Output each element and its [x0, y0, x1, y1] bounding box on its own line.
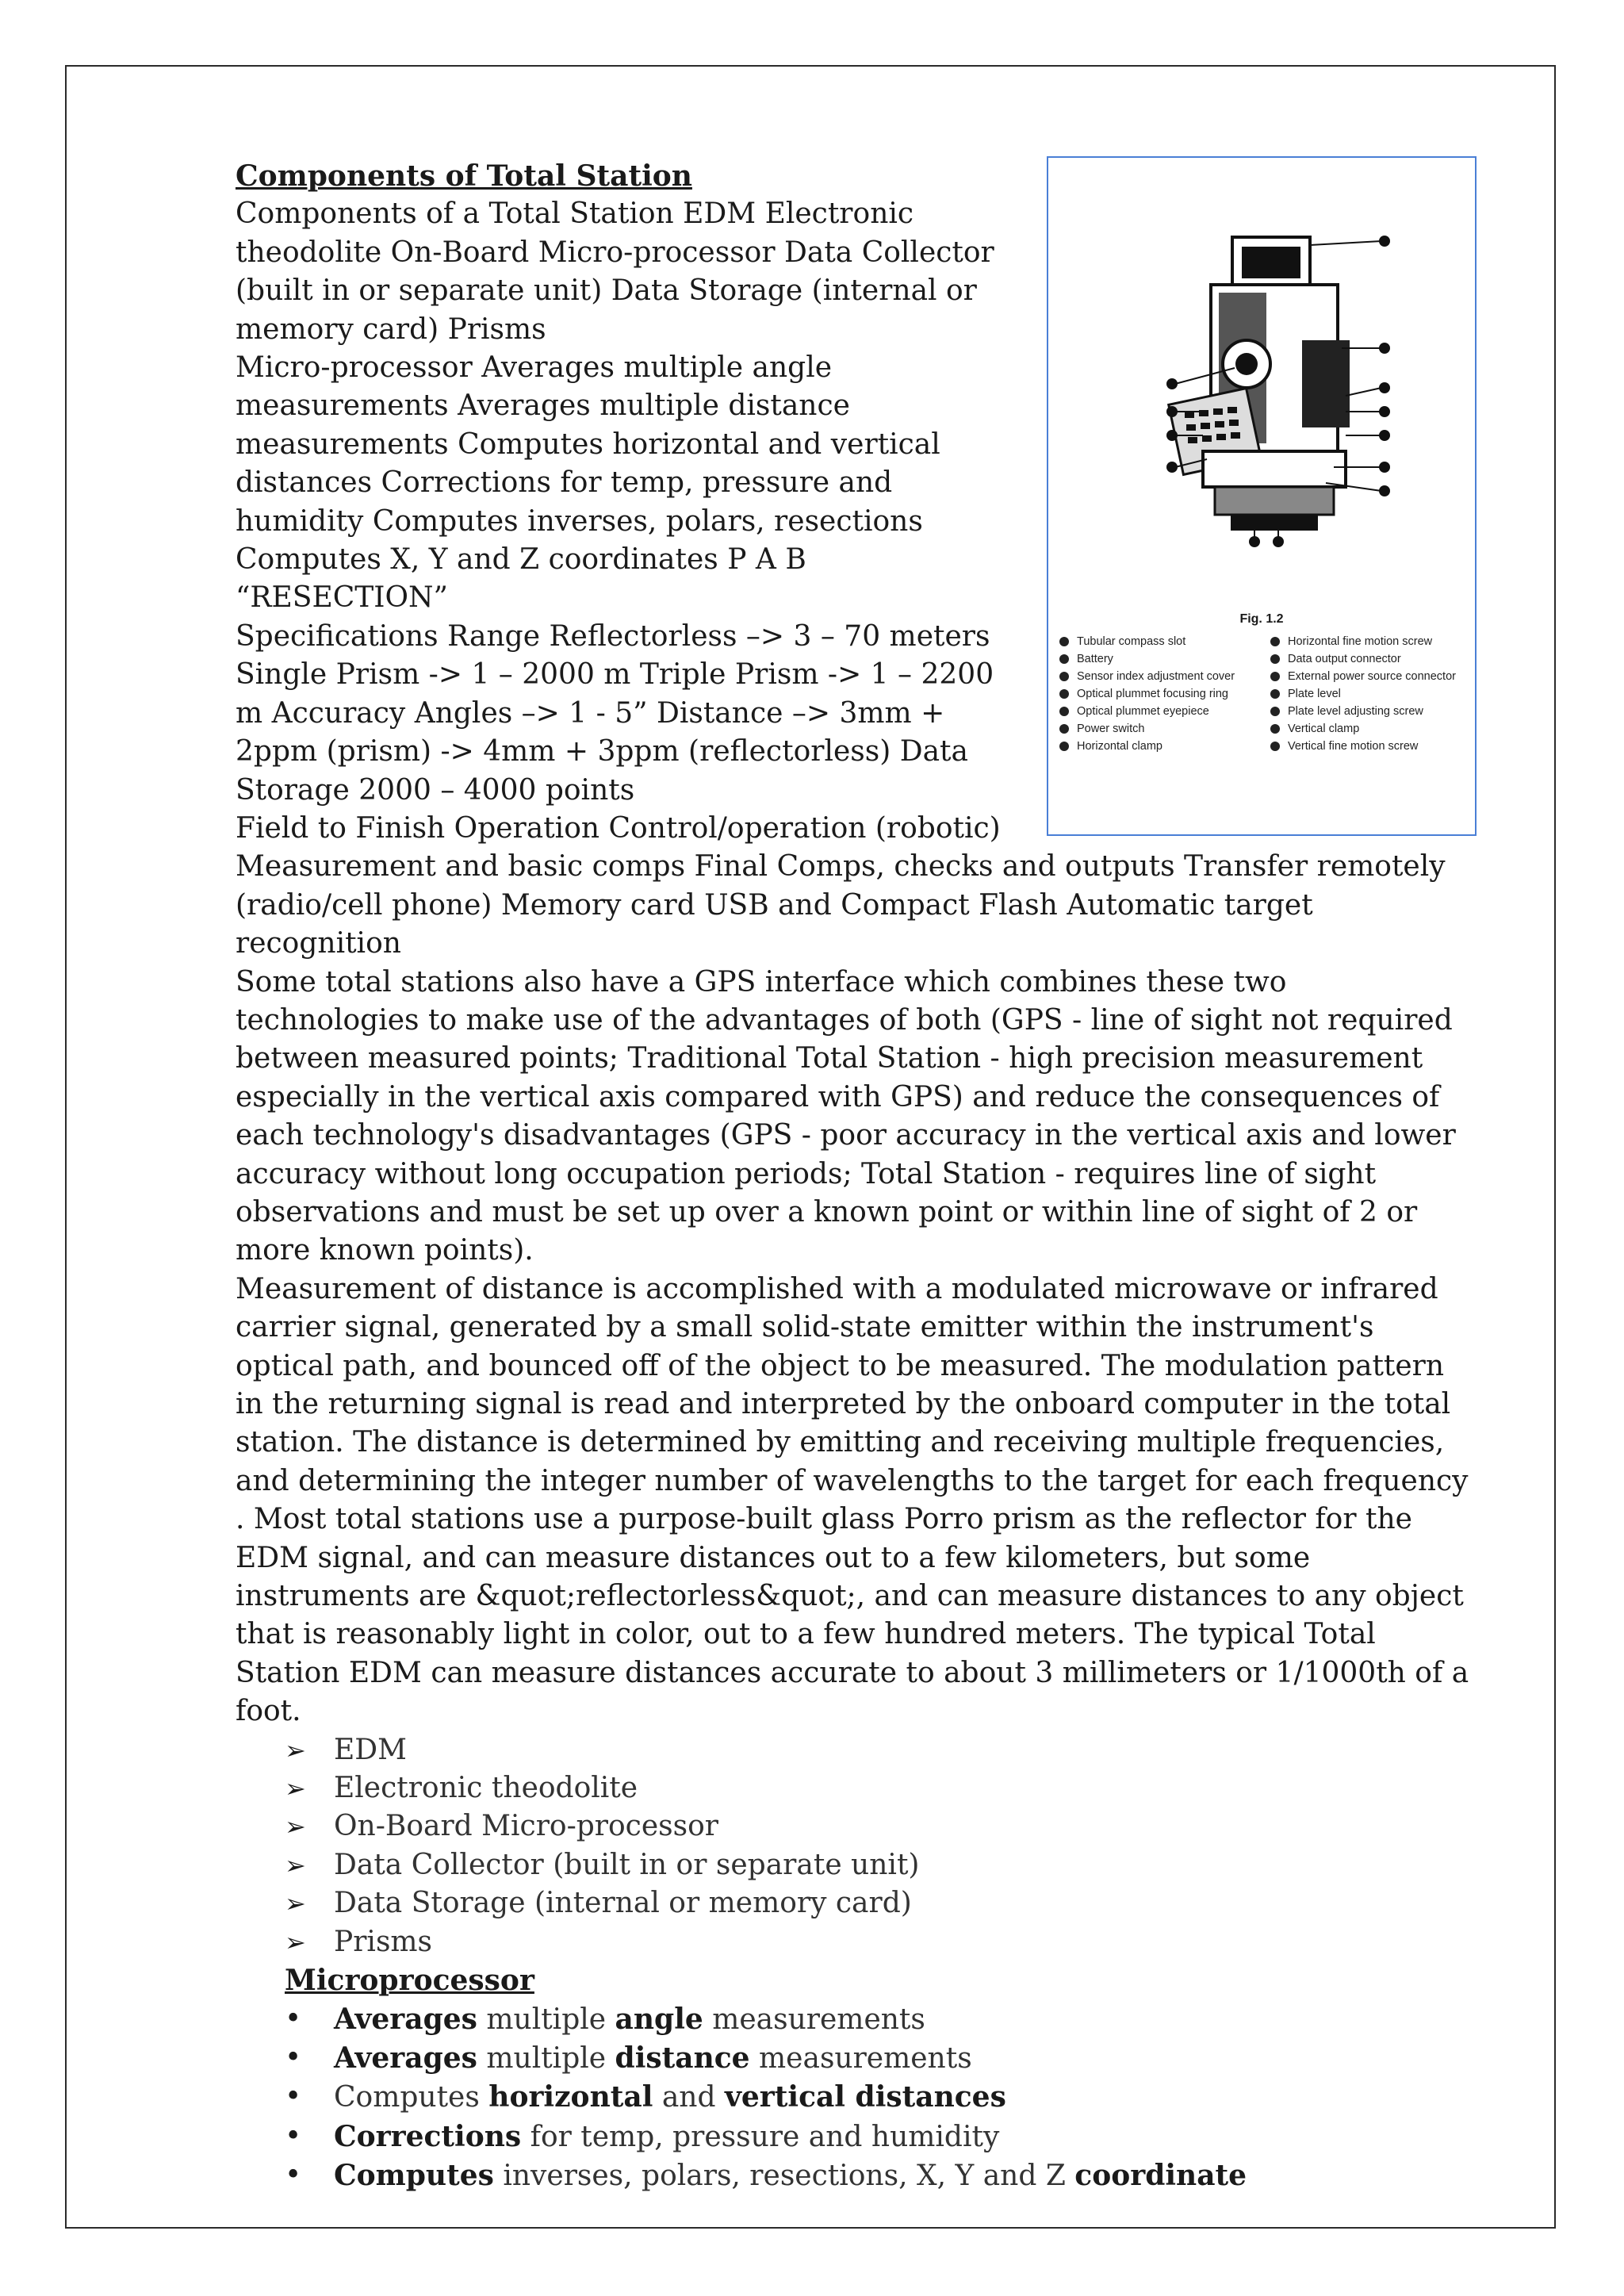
document-body	[236, 157, 1473, 2196]
list-item: • Corrections for temp, pressure and humidity	[285, 2119, 1000, 2153]
arrow-bullet-icon: ➢	[285, 1888, 306, 1919]
legend-item: Vertical fine motion screw	[1270, 738, 1469, 756]
arrow-bullet-icon: ➢	[285, 1849, 306, 1880]
section-heading: Components of Total Station	[236, 159, 692, 193]
legend-item: Tubular compass slot	[1059, 634, 1267, 651]
figure-legend-right	[1270, 634, 1469, 756]
legend-item: Optical plummet eyepiece	[1059, 703, 1267, 721]
paragraph-components: Components of a Total Station EDM Electronic theodolite On-Board Micro-processor Data Collector (built in or separate unit) Data Storage (internal or memory card) Prisms	[236, 197, 994, 346]
list-item: • Averages multiple angle measurements	[285, 2002, 925, 2036]
legend-item: Data output connector	[1270, 651, 1469, 669]
microprocessor-heading: Microprocessor	[285, 1964, 534, 1998]
paragraph-microprocessor: Micro-processor Averages multiple angle measurements Averages multiple distance measurements Computes horizontal and vertical distances Corrections for temp, pressure and humidity Computes inverses, polars, resections Computes X, Y and Z coordinates P A B “RESECTION”	[236, 351, 940, 615]
list-item: ➢ Data Collector (built in or separate unit)	[285, 1846, 1473, 1884]
list-item: ➢ EDM	[285, 1731, 1473, 1769]
components-list	[236, 1731, 1473, 1961]
list-item: • Computes horizontal and vertical distances	[285, 2080, 1006, 2114]
list-item: • Computes inverses, polars, resections, X, Y and Z coordinate	[285, 2159, 1247, 2193]
paragraph-specifications: Specifications Range Reflectorless –> 3 – 70 meters Single Prism -> 1 – 2000 m Triple Prism -> 1 – 2200 m Accuracy Angles –> 1 - 5” Distance –> 3mm + 2ppm (prism) -> 4mm + 3ppm (reflectorless) Data Storage 2000 – 4000 points	[236, 619, 994, 807]
legend-item: Plate level adjusting screw	[1270, 703, 1469, 721]
arrow-bullet-icon: ➢	[285, 1811, 306, 1842]
legend-item: Battery	[1059, 651, 1267, 669]
list-item: ➢ Electronic theodolite	[285, 1769, 1473, 1807]
list-item: ➢ Prisms	[285, 1923, 1473, 1961]
legend-item: Optical plummet focusing ring	[1059, 686, 1267, 703]
paragraph-field-to-finish: Field to Finish Operation Control/operation (robotic) Measurement and basic comps Final Comps, checks and outputs Transfer remotely (radio/cell phone) Memory card USB and Compact Flash Automatic target recognition	[236, 811, 1446, 960]
legend-item: Horizontal clamp	[1059, 738, 1267, 756]
figure-caption: Fig. 1.2	[1239, 612, 1284, 626]
arrow-bullet-icon: ➢	[285, 1734, 306, 1765]
arrow-bullet-icon: ➢	[285, 1773, 306, 1804]
legend-item: Vertical clamp	[1270, 721, 1469, 738]
list-item: • Averages multiple distance measurements	[285, 2041, 972, 2075]
paragraph-gps-interface: Some total stations also have a GPS interface which combines these two technologies to make use of the advantages of both (GPS - line of sight not required between measured points; Traditional Total Station - high precision measurement especially in the vertical axis compared with GPS) and reduce the consequences of each technology's disadvantages (GPS - poor accuracy in the vertical axis and lower accuracy without long occupation periods; Total Station - requires line of sight observations and must be set up over a known point or within line of sight of 2 or more known points).	[236, 965, 1456, 1267]
arrow-bullet-icon: ➢	[285, 1926, 306, 1957]
legend-item: Power switch	[1059, 721, 1267, 738]
figure-legend-left	[1059, 634, 1267, 756]
total-station-figure	[1047, 156, 1477, 836]
total-station-illustration	[1048, 158, 1475, 602]
list-item: ➢ Data Storage (internal or memory card)	[285, 1884, 1473, 1922]
paragraph-distance-measurement: Measurement of distance is accomplished with a modulated microwave or infrared carrier signal, generated by a small solid-state emitter within the instrument's optical path, and bounced off of the object to be measured. The modulation pattern in the returning signal is read and interpreted by the onboard computer in the total station. The distance is determined by emitting and receiving multiple frequencies, and determining the integer number of wavelengths to the target for each frequency . Most total stations use a purpose-built glass Porro prism as the reflector for the EDM signal, and can measure distances out to a few kilometers, but some instruments are &quot;reflectorless&quot;, and can measure distances to any object that is reasonably light in color, out to a few hundred meters. The typical Total Station EDM can measure distances accurate to about 3 millimeters or 1/1000th of a foot.	[236, 1272, 1469, 1728]
legend-item: Horizontal fine motion screw	[1270, 634, 1469, 651]
legend-item: Plate level	[1270, 686, 1469, 703]
microprocessor-list	[236, 2000, 1473, 2196]
legend-item: External power source connector	[1270, 669, 1469, 686]
legend-item: Sensor index adjustment cover	[1059, 669, 1267, 686]
list-item: ➢ On-Board Micro-processor	[285, 1807, 1473, 1846]
